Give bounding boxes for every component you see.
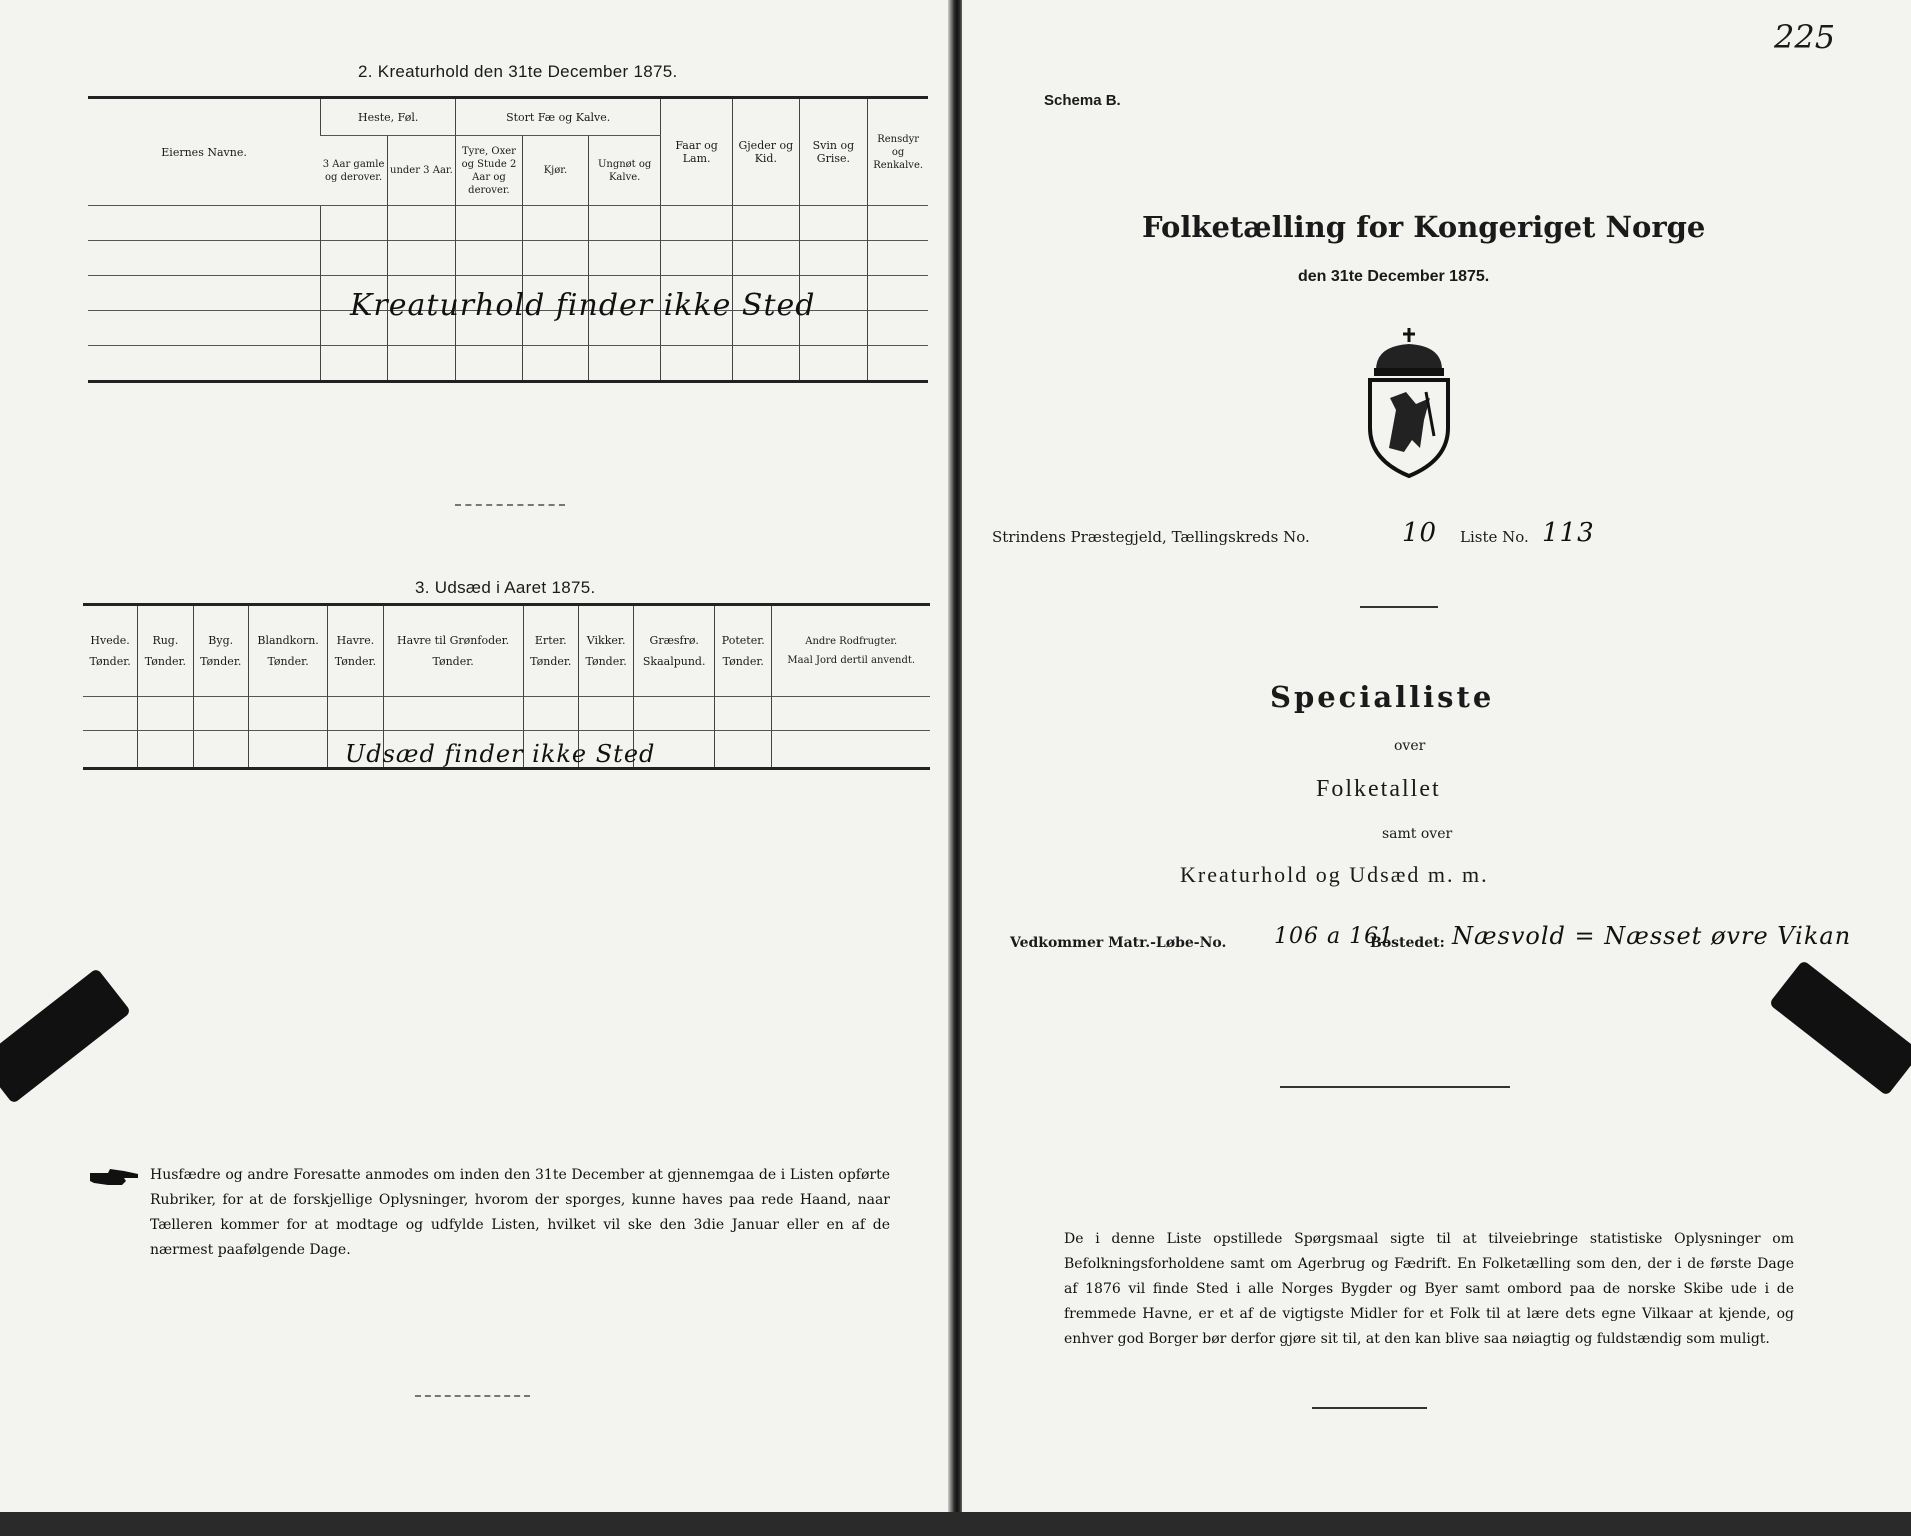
over-label: over — [1394, 738, 1426, 754]
folketallet-label: Folketallet — [1316, 776, 1441, 802]
seed-col-10: Andre Rodfrugter. Maal Jord dertil anvendt. — [772, 605, 930, 697]
divider-1 — [1280, 1086, 1510, 1088]
heste-b-header: under 3 Aar. — [387, 136, 456, 206]
seed-col-9: Poteter. Tønder. — [715, 605, 772, 697]
section2-heading: 2. Kreaturhold den 31te December 1875. — [358, 62, 678, 81]
samt-over-label: samt over — [1382, 826, 1453, 842]
svin-header: Svin og Grise. — [799, 98, 868, 206]
right-page — [962, 0, 1911, 1536]
instruction-notice: Husfædre og andre Foresatte anmodes om inden den 31te December at gjennemgaa de i Listen opførte Rubriker, for at de forskjellige Oplysninger, hvorom der sporges, kunne haves paa rede Haand, naar Tælleren kommer for at modtage og udfylde Listen, hvilket vil ske den 3die Januar eller en af de nærmest paafølgende Dage. — [150, 1167, 890, 1258]
bottom-divider — [415, 1395, 530, 1397]
page-number: 225 — [1774, 18, 1836, 56]
seed-col-7: Vikker. Tønder. — [578, 605, 633, 697]
book-edge — [0, 1512, 1911, 1536]
seed-col-1: Rug. Tønder. — [138, 605, 193, 697]
binding-tab-left — [0, 968, 131, 1104]
heste-a-header: 3 Aar gamle og derover. — [322, 158, 385, 183]
rensdyr-header: Rensdyr og Renkalve. — [868, 98, 928, 206]
faar-header: Faar og Lam. — [661, 98, 733, 206]
liste-no[interactable]: 113 — [1542, 518, 1595, 548]
document-date: den 31te December 1875. — [1298, 268, 1490, 285]
seed-col-5: Havre til Grønfoder. Tønder. — [383, 605, 523, 697]
bosted-value[interactable]: Næsvold = Næsset øvre Vikan — [1452, 922, 1852, 950]
owner-header: Eiernes Navne. — [88, 98, 321, 206]
fae-b-header: Kjør. — [522, 136, 588, 206]
schema-label: Schema B. — [1044, 92, 1121, 109]
seed-col-0: Hvede. Tønder. — [83, 605, 138, 697]
liste-label: Liste No. — [1460, 528, 1529, 546]
seed-col-3: Blandkorn. Tønder. — [248, 605, 327, 697]
matr-value[interactable]: 106 a 161 — [1274, 924, 1395, 949]
binding-tab-right — [1769, 960, 1911, 1096]
fae-header: Stort Fæ og Kalve. — [456, 98, 661, 136]
matr-label: Vedkommer Matr.-Løbe-No. — [1010, 935, 1227, 951]
document-title: Folketælling for Kongeriget Norge — [1142, 210, 1706, 244]
fae-a-header: Tyre, Oxer og Stude 2 Aar og derover. — [456, 136, 522, 206]
coat-of-arms-icon — [1354, 328, 1464, 478]
left-page — [0, 0, 950, 1536]
seed-col-6: Erter. Tønder. — [523, 605, 578, 697]
section3-heading: 3. Udsæd i Aaret 1875. — [415, 578, 596, 597]
livestock-handwritten-note: Kreaturhold finder ikke Sted — [350, 288, 816, 323]
gjeder-header: Gjeder og Kid. — [733, 98, 799, 206]
bosted-label: Bostedet: — [1370, 935, 1445, 951]
seed-col-2: Byg. Tønder. — [193, 605, 248, 697]
title-divider — [1360, 606, 1438, 608]
explanation-paragraph: De i denne Liste opstillede Spørgsmaal sigte til at tilveiebringe statistiske Oplysninger om Befolkningsforholdene samt om Agerbrug og Fædrift. En Folketælling som den, der i de første Dage af 1876 vil finde Sted i alle Norges Bygder og Byer samt ombord paa de norske Skibe ude i de fremmede Havne, er et af de vigtigste Midler for et Folk til at lære dets egne Vilkaar at kjende, og enhver god Borger bør derfor gjøre sit til, at den kan blive saa nøiagtig og fuldstændig som muligt. — [1064, 1231, 1794, 1347]
livestock-table — [88, 96, 928, 383]
kreds-no[interactable]: 10 — [1402, 518, 1438, 548]
seed-handwritten-note: Udsæd finder ikke Sted — [345, 740, 656, 768]
section-divider — [455, 504, 565, 506]
seed-col-8: Græsfrø. Skaalpund. — [634, 605, 715, 697]
seed-col-4: Havre. Tønder. — [328, 605, 383, 697]
kreaturhold-label: Kreaturhold og Udsæd m. m. — [1180, 862, 1489, 887]
heste-header: Heste, Føl. — [321, 98, 456, 136]
specialliste-title: Specialliste — [1270, 680, 1495, 714]
pointing-hand-icon — [88, 1165, 140, 1189]
location-prefix: Strindens Præstegjeld, Tællingskreds No. — [992, 528, 1310, 546]
divider-2 — [1312, 1407, 1427, 1409]
fae-c-header: Ungnøt og Kalve. — [589, 136, 661, 206]
